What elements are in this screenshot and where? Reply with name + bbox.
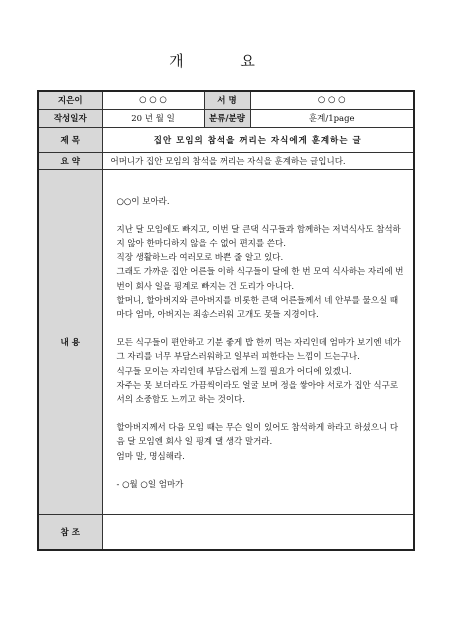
signature-value: ○ ○ ○ bbox=[250, 91, 414, 109]
letter-line: 직장 생활하느라 여러모로 바쁜 줄 알고 있다. bbox=[116, 253, 284, 264]
category-value: 훈계/1page bbox=[250, 109, 414, 127]
letter-line: 모든 식구들이 편안하고 기분 좋게 밥 한끼 먹는 자리인데 엄마가 보기엔 네가 그 자리를 너무 부담스러워하고 일부러 피한다는 느낌이 드는구나. bbox=[116, 338, 401, 363]
signature-label: 서 명 bbox=[204, 91, 250, 109]
letter-line: 자주는 못 보더라도 가끔씩이라도 얼굴 보며 정을 쌓아야 서로가 집안 식구로서의 소중함도 느끼고 하는 것이다. bbox=[116, 380, 399, 405]
subject-row bbox=[38, 127, 414, 152]
paragraph-gap bbox=[117, 322, 406, 336]
content-body bbox=[102, 169, 414, 514]
summary-row bbox=[38, 152, 414, 169]
document-title: 개 요 bbox=[169, 52, 281, 70]
paragraph-gap bbox=[117, 464, 406, 478]
summary-label: 요 약 bbox=[38, 152, 102, 169]
reference-row bbox=[38, 514, 414, 550]
paragraph-gap bbox=[117, 407, 406, 421]
category-label: 분류/분량 bbox=[204, 109, 250, 127]
subject-value: 집안 모임의 참석을 꺼리는 자식에게 훈계하는 글 bbox=[102, 127, 414, 152]
writer-value: ○ ○ ○ bbox=[102, 91, 204, 109]
letter-line: - ○월 ○일 엄마가 bbox=[116, 479, 184, 490]
date-value: 20 년 월 일 bbox=[102, 109, 204, 127]
overview-form bbox=[37, 90, 415, 551]
letter-line: 할아버지께서 다음 모임 때는 무슨 일이 있어도 참석하게 하라고 하셨으니 다음 달 모임엔 회사 일 핑계 댈 생각 말거라. bbox=[116, 423, 399, 448]
reference-value bbox=[102, 514, 414, 550]
writer-label: 지은이 bbox=[38, 91, 102, 109]
letter-line: 지난 달 모임에도 빠지고, 이번 달 큰댁 식구들과 함께하는 저녁식사도 참석하지 않아 한마디하지 않을 수 없어 편지를 쓴다. bbox=[116, 224, 401, 249]
letter-text bbox=[117, 195, 406, 492]
writer-row bbox=[38, 91, 414, 109]
letter-line: 엄마 말, 명심해라. bbox=[116, 451, 185, 462]
subject-label: 제 목 bbox=[38, 127, 102, 152]
content-row bbox=[38, 169, 414, 514]
letter-line: 할머니, 할아버지와 큰아버지를 비롯한 큰댁 어른들께서 네 안부를 물으실 때마다 엄마, 아버지는 죄송스러워 고개도 못들 지경이다. bbox=[116, 295, 399, 320]
paragraph-gap bbox=[117, 209, 406, 223]
content-label: 내 용 bbox=[38, 169, 102, 514]
reference-label: 참 조 bbox=[38, 514, 102, 550]
date-row bbox=[38, 109, 414, 127]
date-label: 작성일자 bbox=[38, 109, 102, 127]
letter-line: ○○이 보아라. bbox=[116, 196, 170, 207]
summary-value: 어머니가 집안 모임의 참석을 꺼리는 자식을 훈계하는 글입니다. bbox=[102, 152, 414, 169]
letter-line: 식구들 모이는 자리인데 부담스럽게 느낄 필요가 어디에 있겠니. bbox=[116, 366, 352, 377]
letter-line: 그래도 가까운 집안 어른들 이하 식구들이 달에 한 번 모여 식사하는 자리에 번번이 회사 일을 핑계로 빠지는 건 도리가 아니다. bbox=[116, 267, 404, 292]
